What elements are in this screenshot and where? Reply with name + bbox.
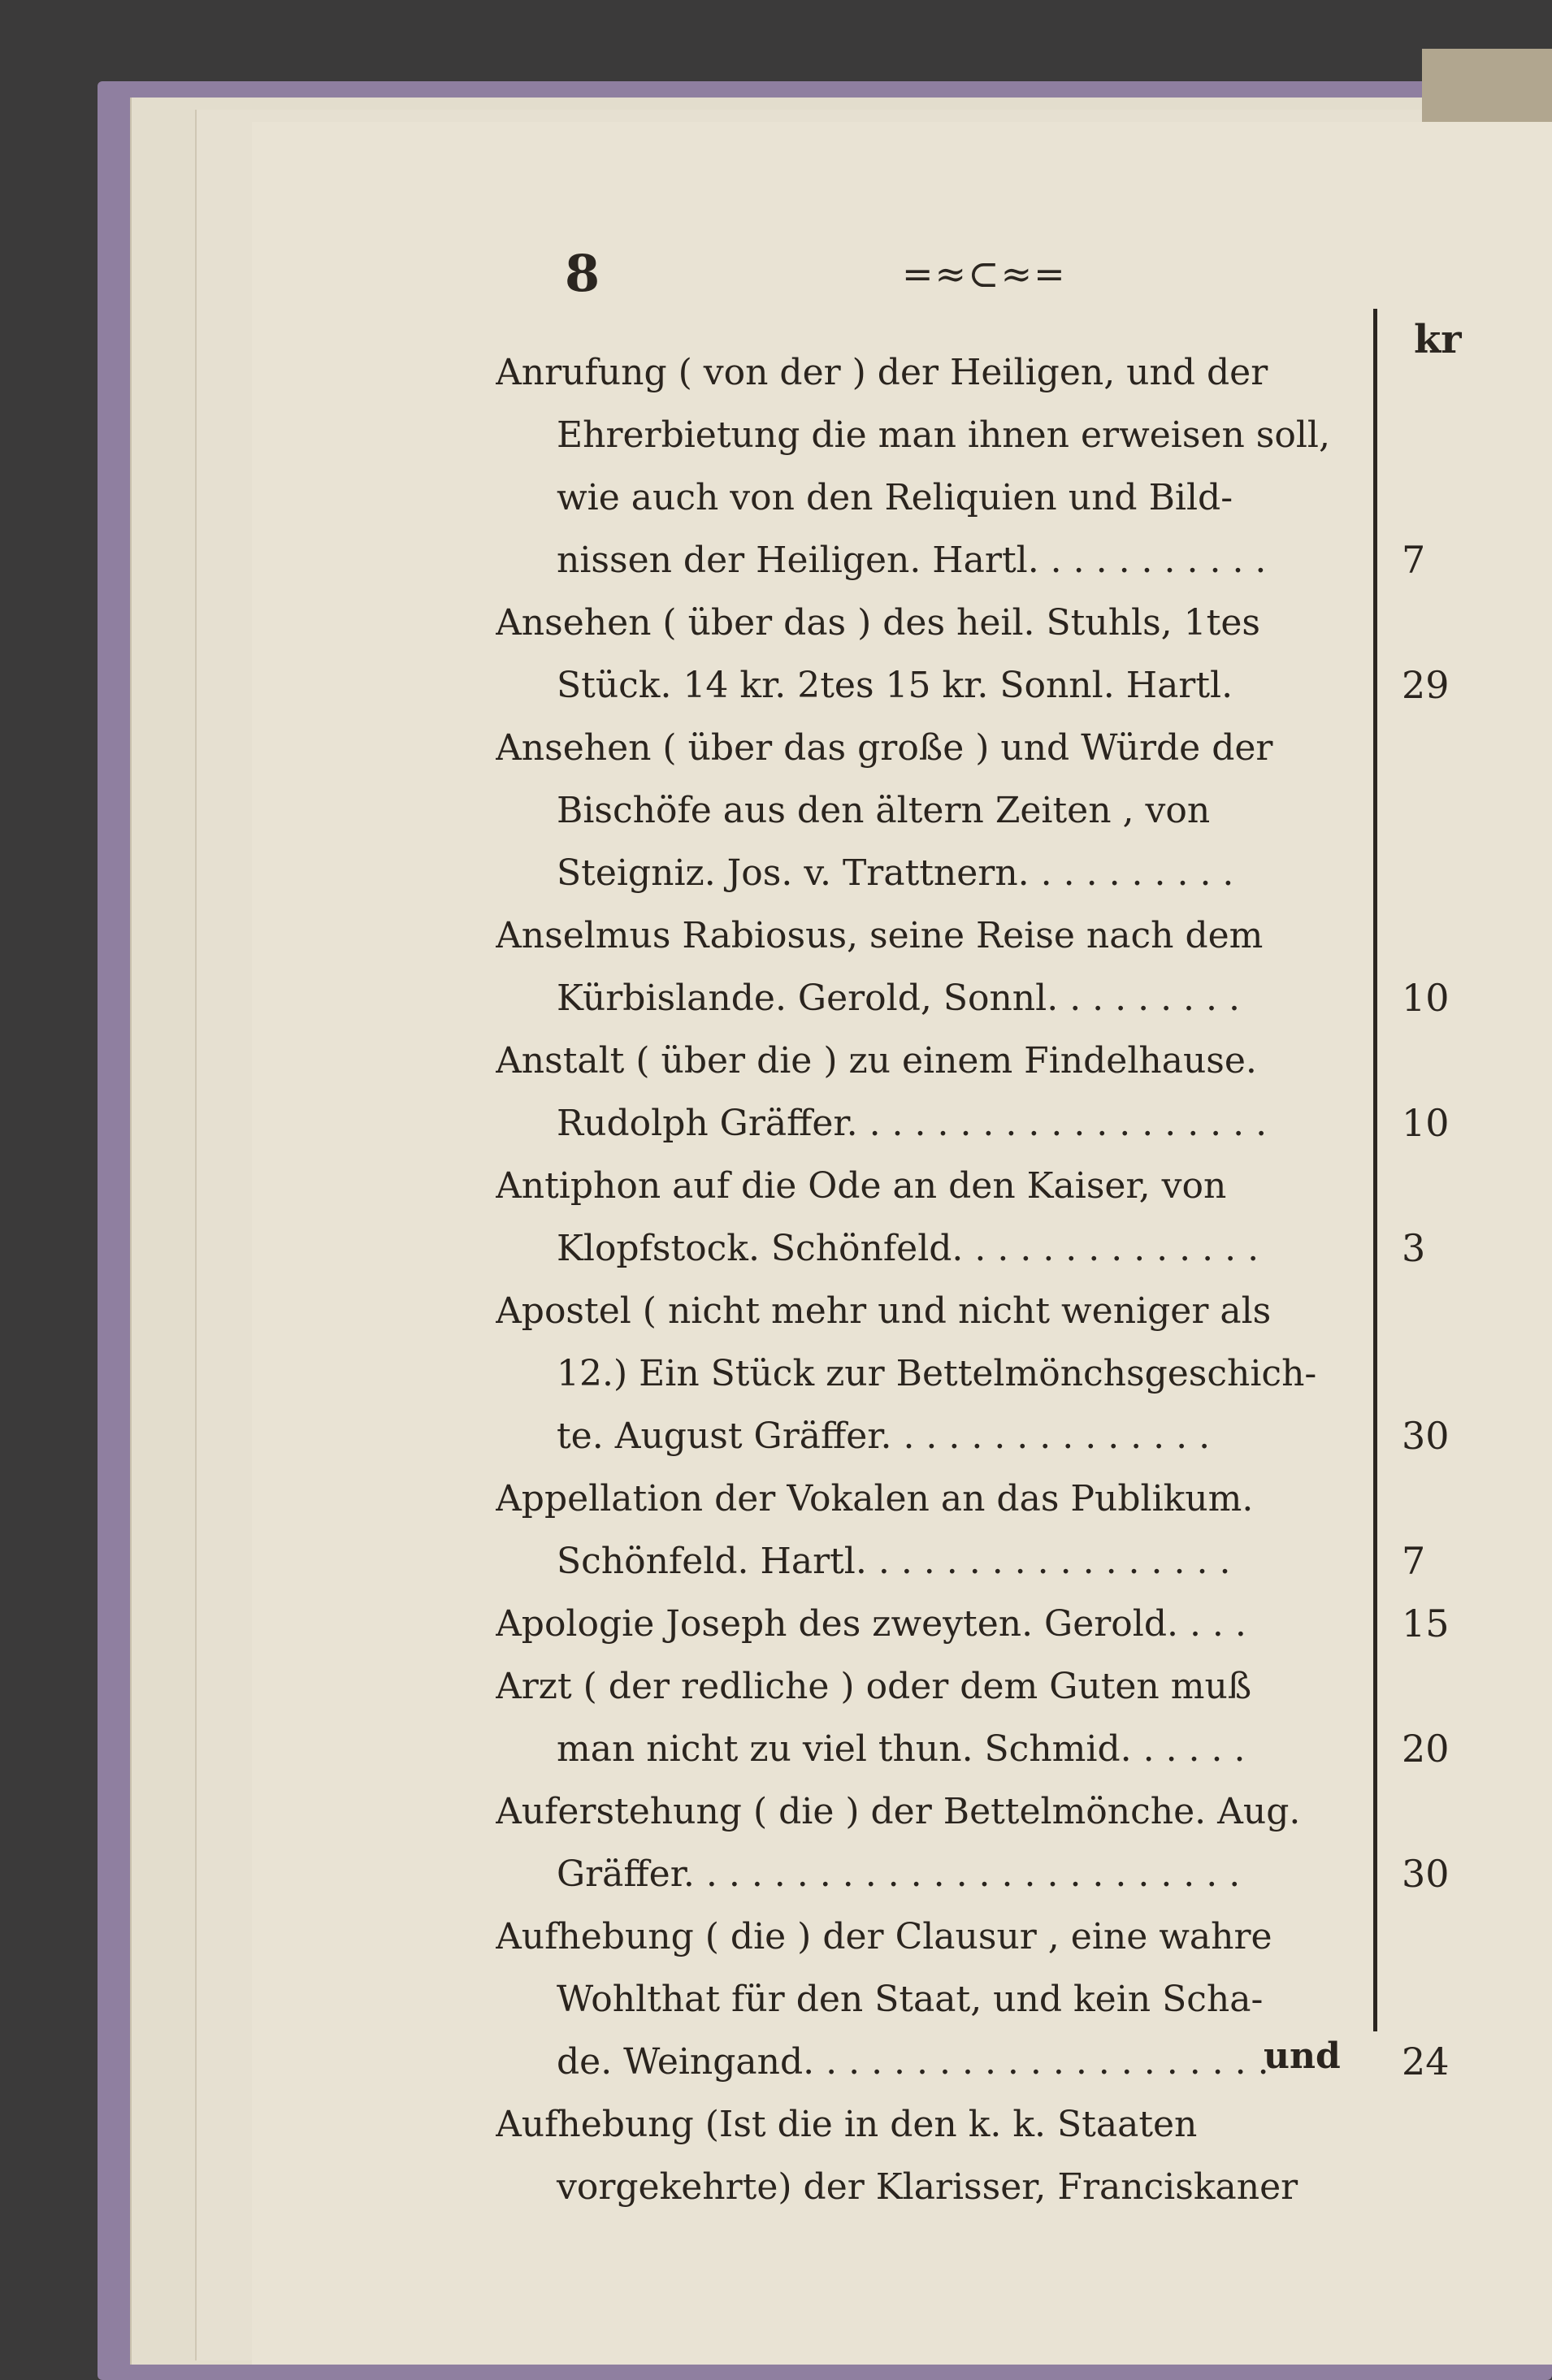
index-entry <box>496 717 1389 904</box>
entry-line: te. August Gräffer. . . . . . . . . . . . . . . <box>557 1415 1211 1457</box>
entry-line: Anselmus Rabiosus, seine Reise nach dem <box>496 915 1264 956</box>
entry-line: Ehrerbietung die man ihnen erweisen soll, <box>557 414 1330 456</box>
entry-line: Schönfeld. Hartl. . . . . . . . . . . . . . . . . <box>557 1541 1231 1582</box>
entry-price: 29 <box>1402 663 1450 707</box>
entry-line: Antiphon auf die Ode an den Kaiser, von <box>496 1165 1227 1207</box>
index-entry <box>496 904 1450 1030</box>
index-entry <box>496 1905 1450 2093</box>
entry-line: Kürbislande. Gerold, Sonnl. . . . . . . . . <box>557 978 1240 1019</box>
entry-line: Appellation der Vokalen an das Publikum. <box>496 1478 1254 1519</box>
index-entry <box>496 1780 1450 1905</box>
entry-price: 30 <box>1402 1414 1450 1458</box>
entry-price: 24 <box>1402 2040 1450 2083</box>
entry-line: 12.) Ein Stück zur Bettelmönchsgeschich- <box>557 1353 1317 1394</box>
entry-line: Anstalt ( über die ) zu einem Findelhause. <box>496 1040 1257 1082</box>
entry-line: nissen der Heiligen. Hartl. . . . . . . . . . . <box>557 540 1267 581</box>
header-ornament: =≈⊂≈= <box>902 252 1067 296</box>
index-entry <box>496 1030 1450 1155</box>
entry-line: de. Weingand. . . . . . . . . . . . . . . . . . . . . <box>557 2041 1269 2083</box>
entry-price: 30 <box>1402 1852 1450 1896</box>
entry-price: 7 <box>1402 538 1426 582</box>
entry-line: Wohlthat für den Staat, und kein Scha- <box>557 1979 1264 2020</box>
index-entry <box>496 1280 1450 1467</box>
entry-line: Rudolph Gräffer. . . . . . . . . . . . . . . . . . . <box>557 1103 1268 1144</box>
entry-line: Apologie Joseph des zweyten. Gerold. . . . <box>496 1603 1246 1645</box>
entry-price: 7 <box>1402 1539 1426 1583</box>
entry-price: 20 <box>1402 1727 1450 1771</box>
index-entry <box>496 1155 1426 1280</box>
catchword: und <box>1264 2035 1341 2077</box>
entry-line: Aufhebung (Ist die in den k. k. Staaten <box>496 2104 1198 2145</box>
entry-line: man nicht zu viel thun. Schmid. . . . . . <box>557 1728 1246 1770</box>
price-column-label: kr <box>1414 317 1462 362</box>
index-entry <box>496 592 1450 717</box>
entry-price: 3 <box>1402 1226 1426 1270</box>
entry-line: Klopfstock. Schönfeld. . . . . . . . . . . . . . <box>557 1228 1259 1269</box>
index-entry <box>496 341 1426 592</box>
entry-price: 10 <box>1402 1101 1450 1145</box>
entry-line: Anrufung ( von der ) der Heiligen, und der <box>496 352 1268 393</box>
entry-line: Ansehen ( über das ) des heil. Stuhls, 1tes <box>496 602 1260 644</box>
entry-price: 10 <box>1402 976 1450 1020</box>
index-entry <box>496 2093 1389 2218</box>
entry-line: Steigniz. Jos. v. Trattnern. . . . . . . . . . <box>557 852 1234 894</box>
index-entry <box>496 1593 1450 1655</box>
entry-line: Arzt ( der redliche ) oder dem Guten muß <box>496 1666 1252 1707</box>
index-entry <box>496 1655 1450 1780</box>
entry-line: Auferstehung ( die ) der Bettelmönche. Aug. <box>496 1791 1301 1832</box>
entry-line: Stück. 14 kr. 2tes 15 kr. Sonnl. Hartl. <box>557 665 1233 706</box>
entry-price: 15 <box>1402 1602 1450 1645</box>
entry-line: Bischöfe aus den ältern Zeiten , von <box>557 790 1211 831</box>
entry-line: Gräffer. . . . . . . . . . . . . . . . . . . . . . . . . <box>557 1853 1241 1895</box>
entry-line: Ansehen ( über das große ) und Würde der <box>496 727 1273 769</box>
entry-line: Apostel ( nicht mehr und nicht weniger als <box>496 1290 1272 1332</box>
index-entry <box>496 1467 1426 1593</box>
index-entries <box>496 341 1450 2218</box>
page-number: 8 <box>565 244 600 303</box>
entry-line: wie auch von den Reliquien und Bild- <box>557 477 1233 518</box>
page-header <box>520 244 1414 309</box>
entry-line: vorgekehrte) der Klarisser, Franciskaner <box>557 2166 1298 2208</box>
entry-line: Aufhebung ( die ) der Clausur , eine wahre <box>496 1916 1272 1957</box>
